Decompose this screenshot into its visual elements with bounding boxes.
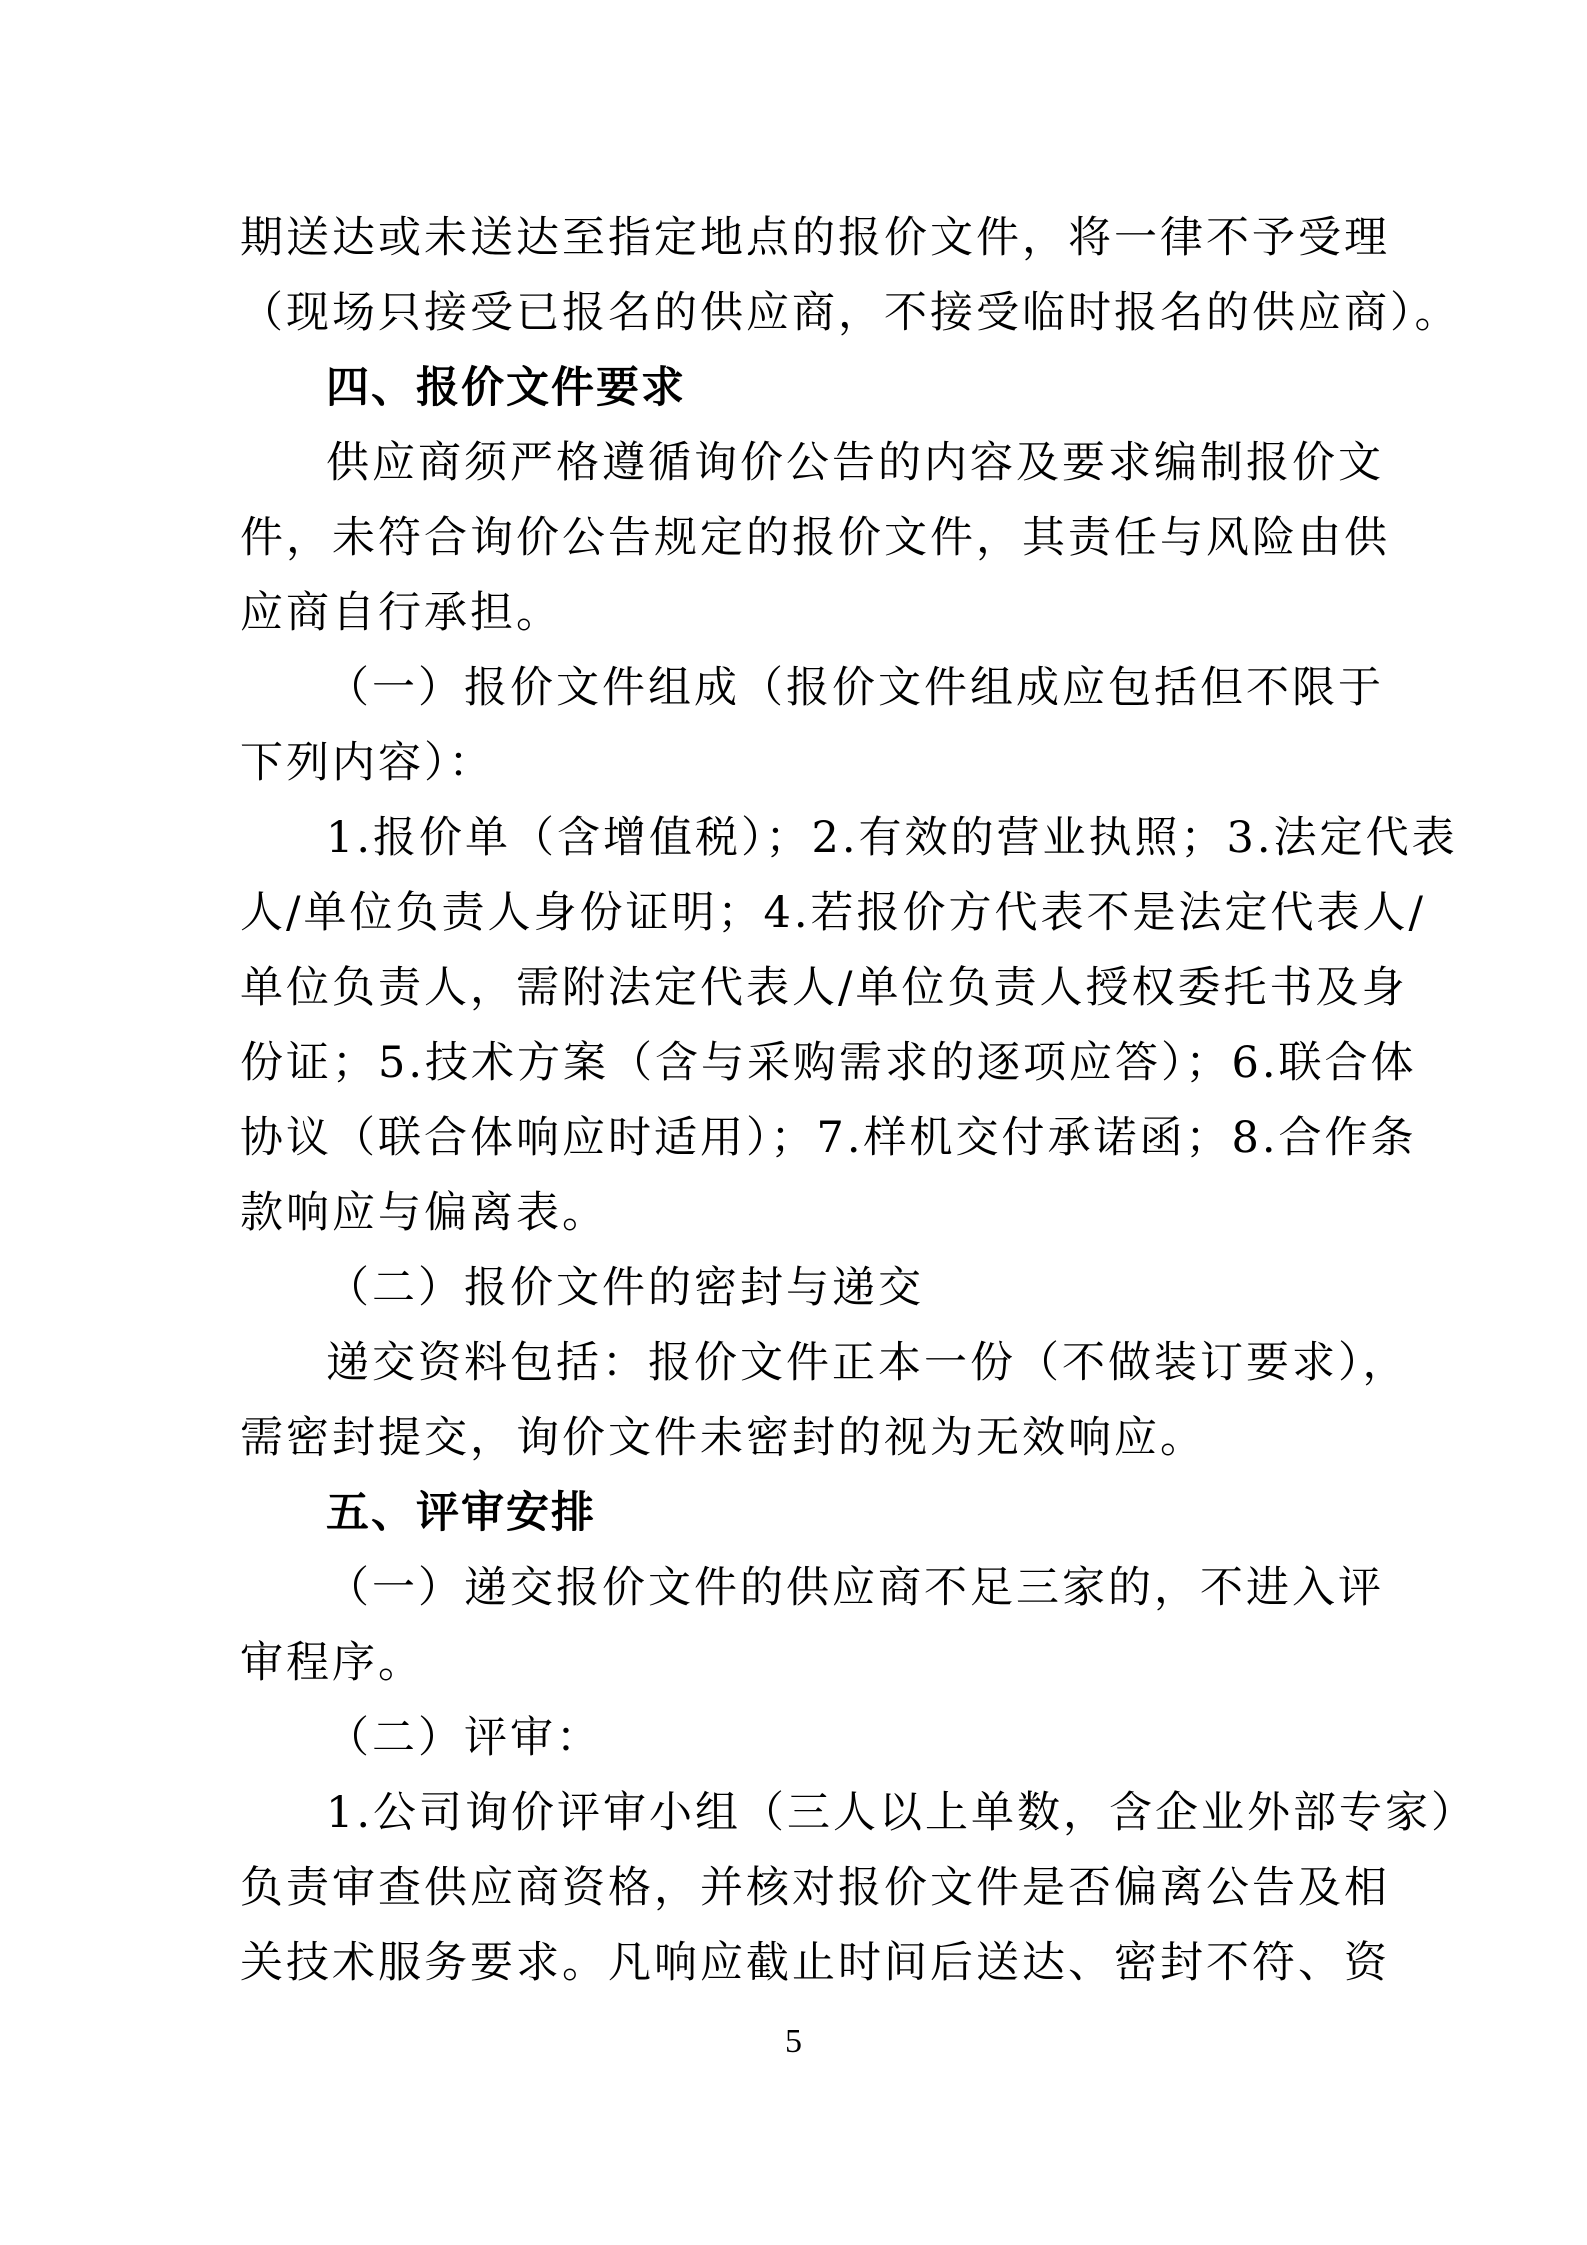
- body-line: 审程序。: [240, 1638, 424, 1688]
- body-line: 需密封提交，询价文件未密封的视为无效响应。: [240, 1413, 1206, 1463]
- section-heading: 四、报价文件要求: [326, 363, 686, 413]
- section-heading: 五、评审安排: [326, 1488, 596, 1538]
- body-line: 应商自行承担。: [240, 588, 562, 638]
- page-number: 5: [785, 2023, 802, 2060]
- body-line: 递交资料包括：报价文件正本一份（不做装订要求），: [326, 1338, 1409, 1388]
- body-line: 份证；5.技术方案（含与采购需求的逐项应答）；6.联合体: [240, 1038, 1417, 1088]
- body-line: 负责审查供应商资格，并核对报价文件是否偏离公告及相: [240, 1863, 1390, 1913]
- subsection-line: （一）报价文件组成（报价文件组成应包括但不限于: [326, 663, 1384, 713]
- body-line: （现场只接受已报名的供应商，不接受临时报名的供应商）。: [240, 288, 1461, 338]
- body-line: 供应商须严格遵循询价公告的内容及要求编制报价文: [326, 438, 1384, 488]
- body-line: 下列内容）：: [240, 738, 495, 788]
- body-line: 款响应与偏离表。: [240, 1188, 608, 1238]
- body-line: 1.公司询价评审小组（三人以上单数，含企业外部专家）: [326, 1788, 1478, 1838]
- subsection-line: （二）报价文件的密封与递交: [326, 1263, 924, 1313]
- body-line: 单位负责人，需附法定代表人/单位负责人授权委托书及身: [240, 963, 1408, 1013]
- body-line: 协议（联合体响应时适用）；7.样机交付承诺函；8.合作条: [240, 1113, 1417, 1163]
- body-line: 1.报价单（含增值税）；2.有效的营业执照；3.法定代表: [326, 813, 1458, 863]
- body-line: 关技术服务要求。凡响应截止时间后送达、密封不符、资: [240, 1938, 1390, 1988]
- body-line: 件，未符合询价公告规定的报价文件，其责任与风险由供: [240, 513, 1390, 563]
- body-line: 期送达或未送达至指定地点的报价文件，将一律不予受理: [240, 213, 1390, 263]
- body-line: 人/单位负责人身份证明；4.若报价方代表不是法定代表人/: [240, 888, 1427, 938]
- subsection-line: （一）递交报价文件的供应商不足三家的，不进入评: [326, 1563, 1384, 1613]
- subsection-line: （二）评审：: [326, 1713, 602, 1763]
